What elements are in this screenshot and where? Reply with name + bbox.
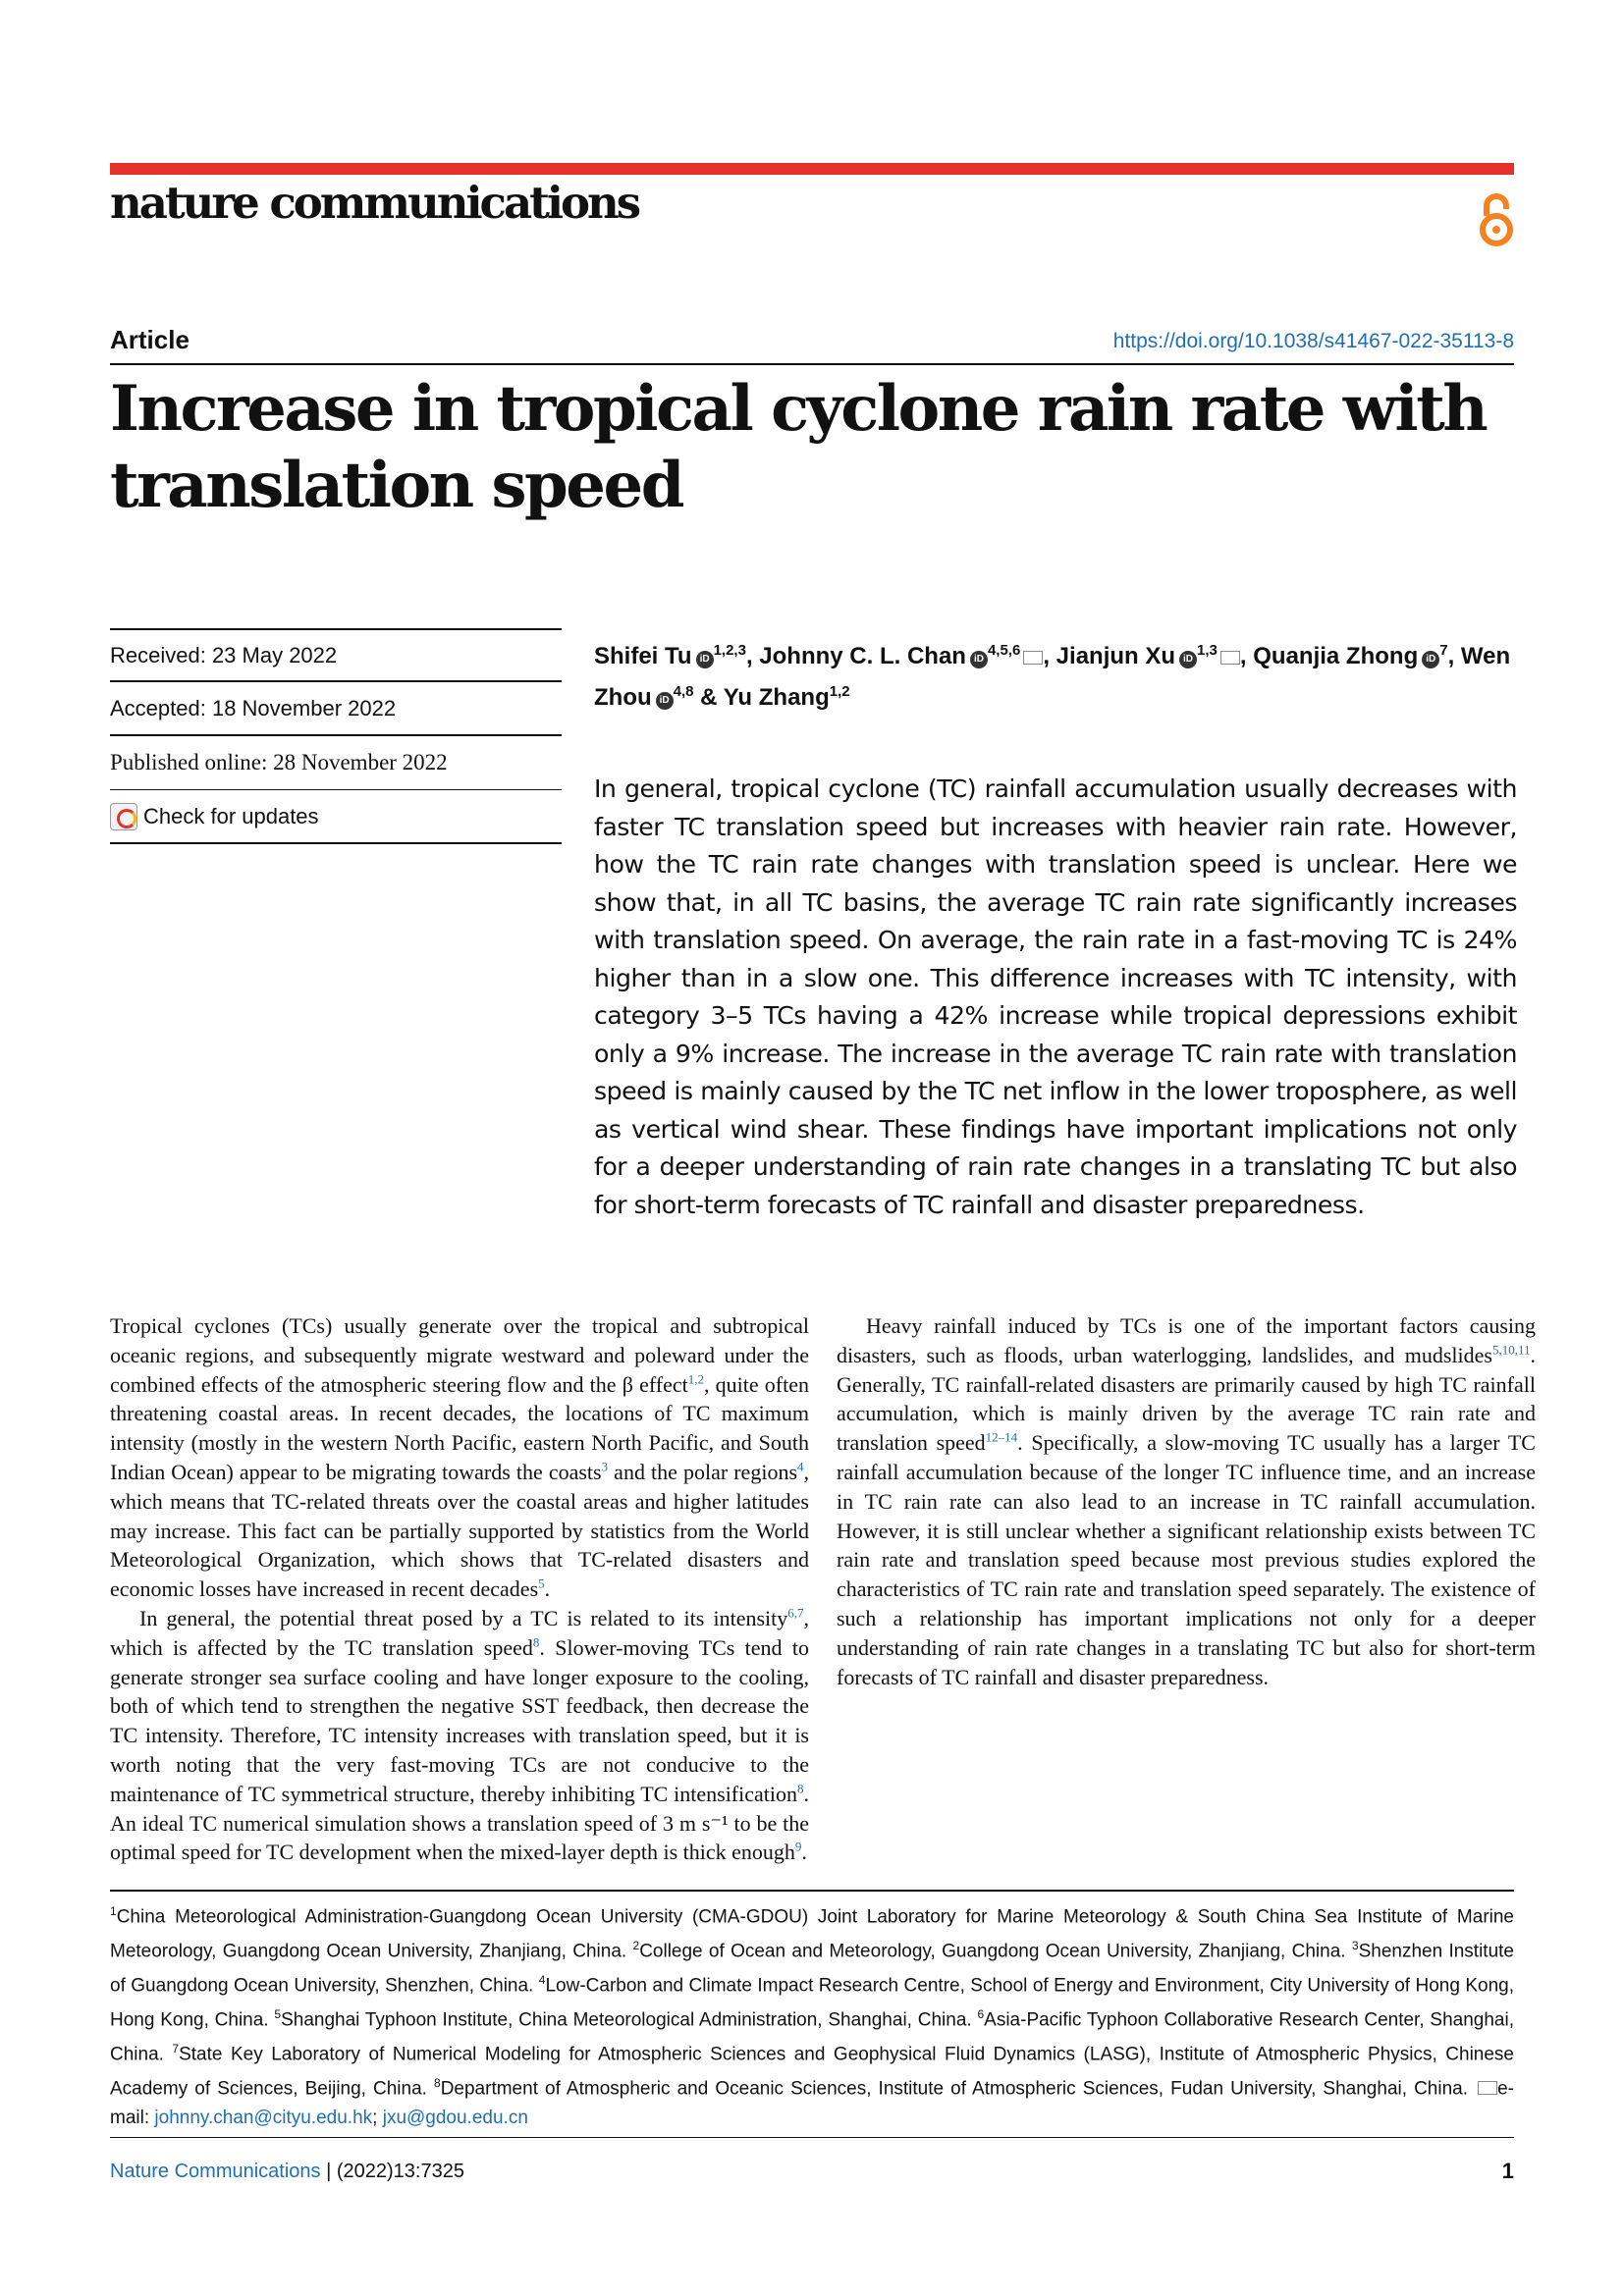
affiliations: $^1$China Meteorological Administration-Guangdong Ocean University (CMA-GDOU) Joint Laboratory for Marine Meteorology & South China Sea Institute of Marine Meteorology, Guangdong Ocean University, Zhanjiang, China. $^2$College of Ocean and Meteorology, Guangdong Ocean University, Zhanjiang, China. $^3$Shenzhen Institute of Guangdong Ocean University, Shenzhen, China. $^4$Low-Carbon and Climate Impact Research Centre, School of Energy and Environment, City University of Hong Kong, Hong Kong, China. $^5$Shanghai Typhoon Institute, China Meteorological Administration, Shanghai, China. $^6$Asia-Pacific Typhoon Collaborative Research Center, Shanghai, China. $^7$State Key Laboratory of Numerical Modeling for Atmospheric Sciences and Geophysical Fluid Dynamics (LASG), Institute of Atmospheric Physics, Chinese Academy of Sciences, Beijing, China. $^8$Department of Atmospheric and Oceanic Sciences, Institute of Atmospheric Sciences, Fudan University, Shanghai, China. e-mail: johnny.chan@cityu.edu.hk; jxu@gdou.edu.cn	[110, 1904, 1514, 2128]
author-name[interactable]: Johnny C. L. Chan	[759, 643, 966, 669]
footer-journal-link[interactable]: Nature Communications	[110, 2161, 321, 2182]
citation-link[interactable]: 3	[601, 1459, 609, 1474]
citation-link[interactable]: 8	[797, 1781, 804, 1796]
citation-link[interactable]: 5	[538, 1575, 545, 1591]
email-icon[interactable]	[1023, 651, 1043, 665]
header-red-bar	[110, 163, 1514, 175]
author-name[interactable]: Shifei Tu	[594, 643, 692, 669]
orcid-icon[interactable]: iD	[970, 651, 988, 668]
citation-link[interactable]: 1,2	[687, 1371, 704, 1387]
article-title: Increase in tropical cyclone rain rate with translation speed	[110, 372, 1487, 522]
affiliations-divider	[110, 1890, 1514, 1892]
body-paragraph: Tropical cyclones (TCs) usually generate over the tropical and subtropical oceanic regions, and subsequently migrate westward and poleward under the combined effects of the atmospheric steering flow and the β effect$^{1,2}$, quite often threatening coastal areas. In recent decades, the locations of TC maximum intensity (mostly in the western North Pacific, eastern North Pacific, and South Indian Ocean) appear to be migrating towards the coasts$^3$ and the polar regions$^4$, which means that TC-related threats over the coastal areas and higher latitudes may increase. This fact can be partially supported by statistics from the World Meteorological Organization, which shows that TC-related disasters and economic losses have increased in recent decades$^5$.	[110, 1313, 809, 1602]
email-icon[interactable]	[1220, 651, 1240, 665]
body-paragraph: In general, the potential threat posed by a TC is related to its intensity$^{6,7}$, which is affected by the TC translation speed$^8$. Slower-moving TCs tend to generate stronger sea surface cooling and have longer exposure to the cooling, both of which tend to strengthen the negative SST feedback, then decrease the TC intensity. Therefore, TC intensity increases with translation speed, but it is worth noting that the very fast-moving TCs are not conducive to the maintenance of TC symmetrical structure, thereby inhibiting TC intensification$^8$. An ideal TC numerical simulation shows a translation speed of 3 m s⁻¹ to be the optimal speed for TC development when the mixed-layer depth is thick enough$^9$.	[110, 1605, 810, 1865]
email-icon	[1478, 2081, 1497, 2095]
crossmark-icon	[110, 803, 137, 830]
email-link[interactable]: johnny.chan@cityu.edu.hk	[154, 2107, 373, 2128]
orcid-icon[interactable]: iD	[656, 692, 674, 710]
author-affiliation: 7	[1439, 642, 1448, 659]
accepted-date: Accepted: 18 November 2022	[110, 682, 562, 736]
author-affiliation: 4,8	[673, 683, 694, 700]
received-date: Received: 23 May 2022	[110, 628, 562, 682]
author-affiliation: 4,5,6	[987, 642, 1021, 659]
header-divider	[110, 363, 1514, 365]
author-name[interactable]: Quanjia Zhong	[1253, 643, 1419, 669]
open-access-icon	[1473, 190, 1520, 247]
footer-divider	[110, 2137, 1514, 2138]
check-updates-button[interactable]	[110, 790, 562, 844]
body-paragraph: Heavy rainfall induced by TCs is one of the important factors causing disasters, such as floods, urban waterlogging, landslides, and mudslides$^{5,10,11}$. Generally, TC rainfall-related disasters are primarily caused by high TC rainfall accumulation, which is mainly driven by the average TC rain rate and translation speed$^{12-14}$. Specifically, a slow-moving TC usually has a larger TC rainfall accumulation because of the longer TC influence time, and an increase in TC rain rate can also lead to an increase in TC rainfall accumulation. However, it is still unclear whether a significant relationship exists between TC rain rate and translation speed because most previous studies explored the characteristics of TC rain rate and translation speed separately. The existence of such a relationship has important implications not only for a deeper understanding of rain rate changes in a translating TC but also for short-term forecasts of TC rainfall and disaster preparedness.	[837, 1313, 1536, 1689]
article-type: Article	[110, 325, 189, 354]
body-column-right	[837, 1311, 1536, 1691]
journal-name[interactable]: nature communications	[110, 177, 639, 229]
citation-link[interactable]: 8	[532, 1634, 540, 1650]
email-link[interactable]: jxu@gdou.edu.cn	[382, 2107, 528, 2128]
author-list: Shifei Tu iD$^{1,2,3}$, Johnny C. L. Chan iD$^{4,5,6}$ , Jianjun Xu iD$^{1,3}$ , Quanjia Zhong $iD^7$, Wen Zhou iD$^{4,8}$ & Yu Zhang$^{1,2}$	[594, 642, 1511, 711]
author-affiliation: 1,2	[829, 683, 850, 700]
author-name[interactable]: Wen Zhou	[594, 643, 1511, 711]
author-affiliation: 1,2,3	[713, 642, 746, 659]
orcid-icon[interactable]: iD	[1422, 651, 1439, 668]
abstract: In general, tropical cyclone (TC) rainfall accumulation usually decreases with faster TC translation speed but increases with heavier rain rate. However, how the TC rain rate changes with translation speed is unclear. Here we show that, in all TC basins, the average TC rain rate significantly increases with translation speed. On average, the rain rate in a fast-moving TC is 24% higher than in a slow one. This difference increases with TC intensity, with category 3–5 TCs having a 42% increase while tropical depressions exhibit only a 9% increase. The increase in the average TC rain rate with translation speed is mainly caused by the TC net inflow in the lower troposphere, as well as vertical wind shear. These findings have important implications not only for a deeper understanding of rain rate changes in a translating TC but also for short-term forecasts of TC rainfall and disaster preparedness.	[594, 774, 1517, 1219]
orcid-icon[interactable]: iD	[1179, 651, 1197, 668]
body-column-left	[110, 1311, 809, 1867]
author-affiliation: 1,3	[1197, 642, 1218, 659]
author-name[interactable]: Jianjun Xu	[1056, 643, 1176, 669]
citation-link[interactable]: 4	[797, 1459, 804, 1474]
orcid-icon[interactable]: iD	[696, 651, 714, 668]
citation-link[interactable]: 12–14	[985, 1429, 1018, 1445]
citation-link[interactable]: 9	[794, 1840, 802, 1855]
publication-dates	[110, 628, 562, 844]
citation-link[interactable]: 6,7	[787, 1605, 804, 1621]
check-updates-label: Check for updates	[143, 803, 319, 828]
page-number: 1	[1501, 2159, 1514, 2183]
author-name[interactable]: Yu Zhang	[723, 684, 830, 711]
footer-citation: Nature Communications | (2022)13:7325	[110, 2161, 464, 2182]
citation-link[interactable]: 5,10,11	[1491, 1342, 1531, 1358]
doi-link[interactable]: https://doi.org/10.1038/s41467-022-35113-8	[1112, 330, 1514, 352]
published-date: Published online: 28 November 2022	[110, 736, 562, 790]
